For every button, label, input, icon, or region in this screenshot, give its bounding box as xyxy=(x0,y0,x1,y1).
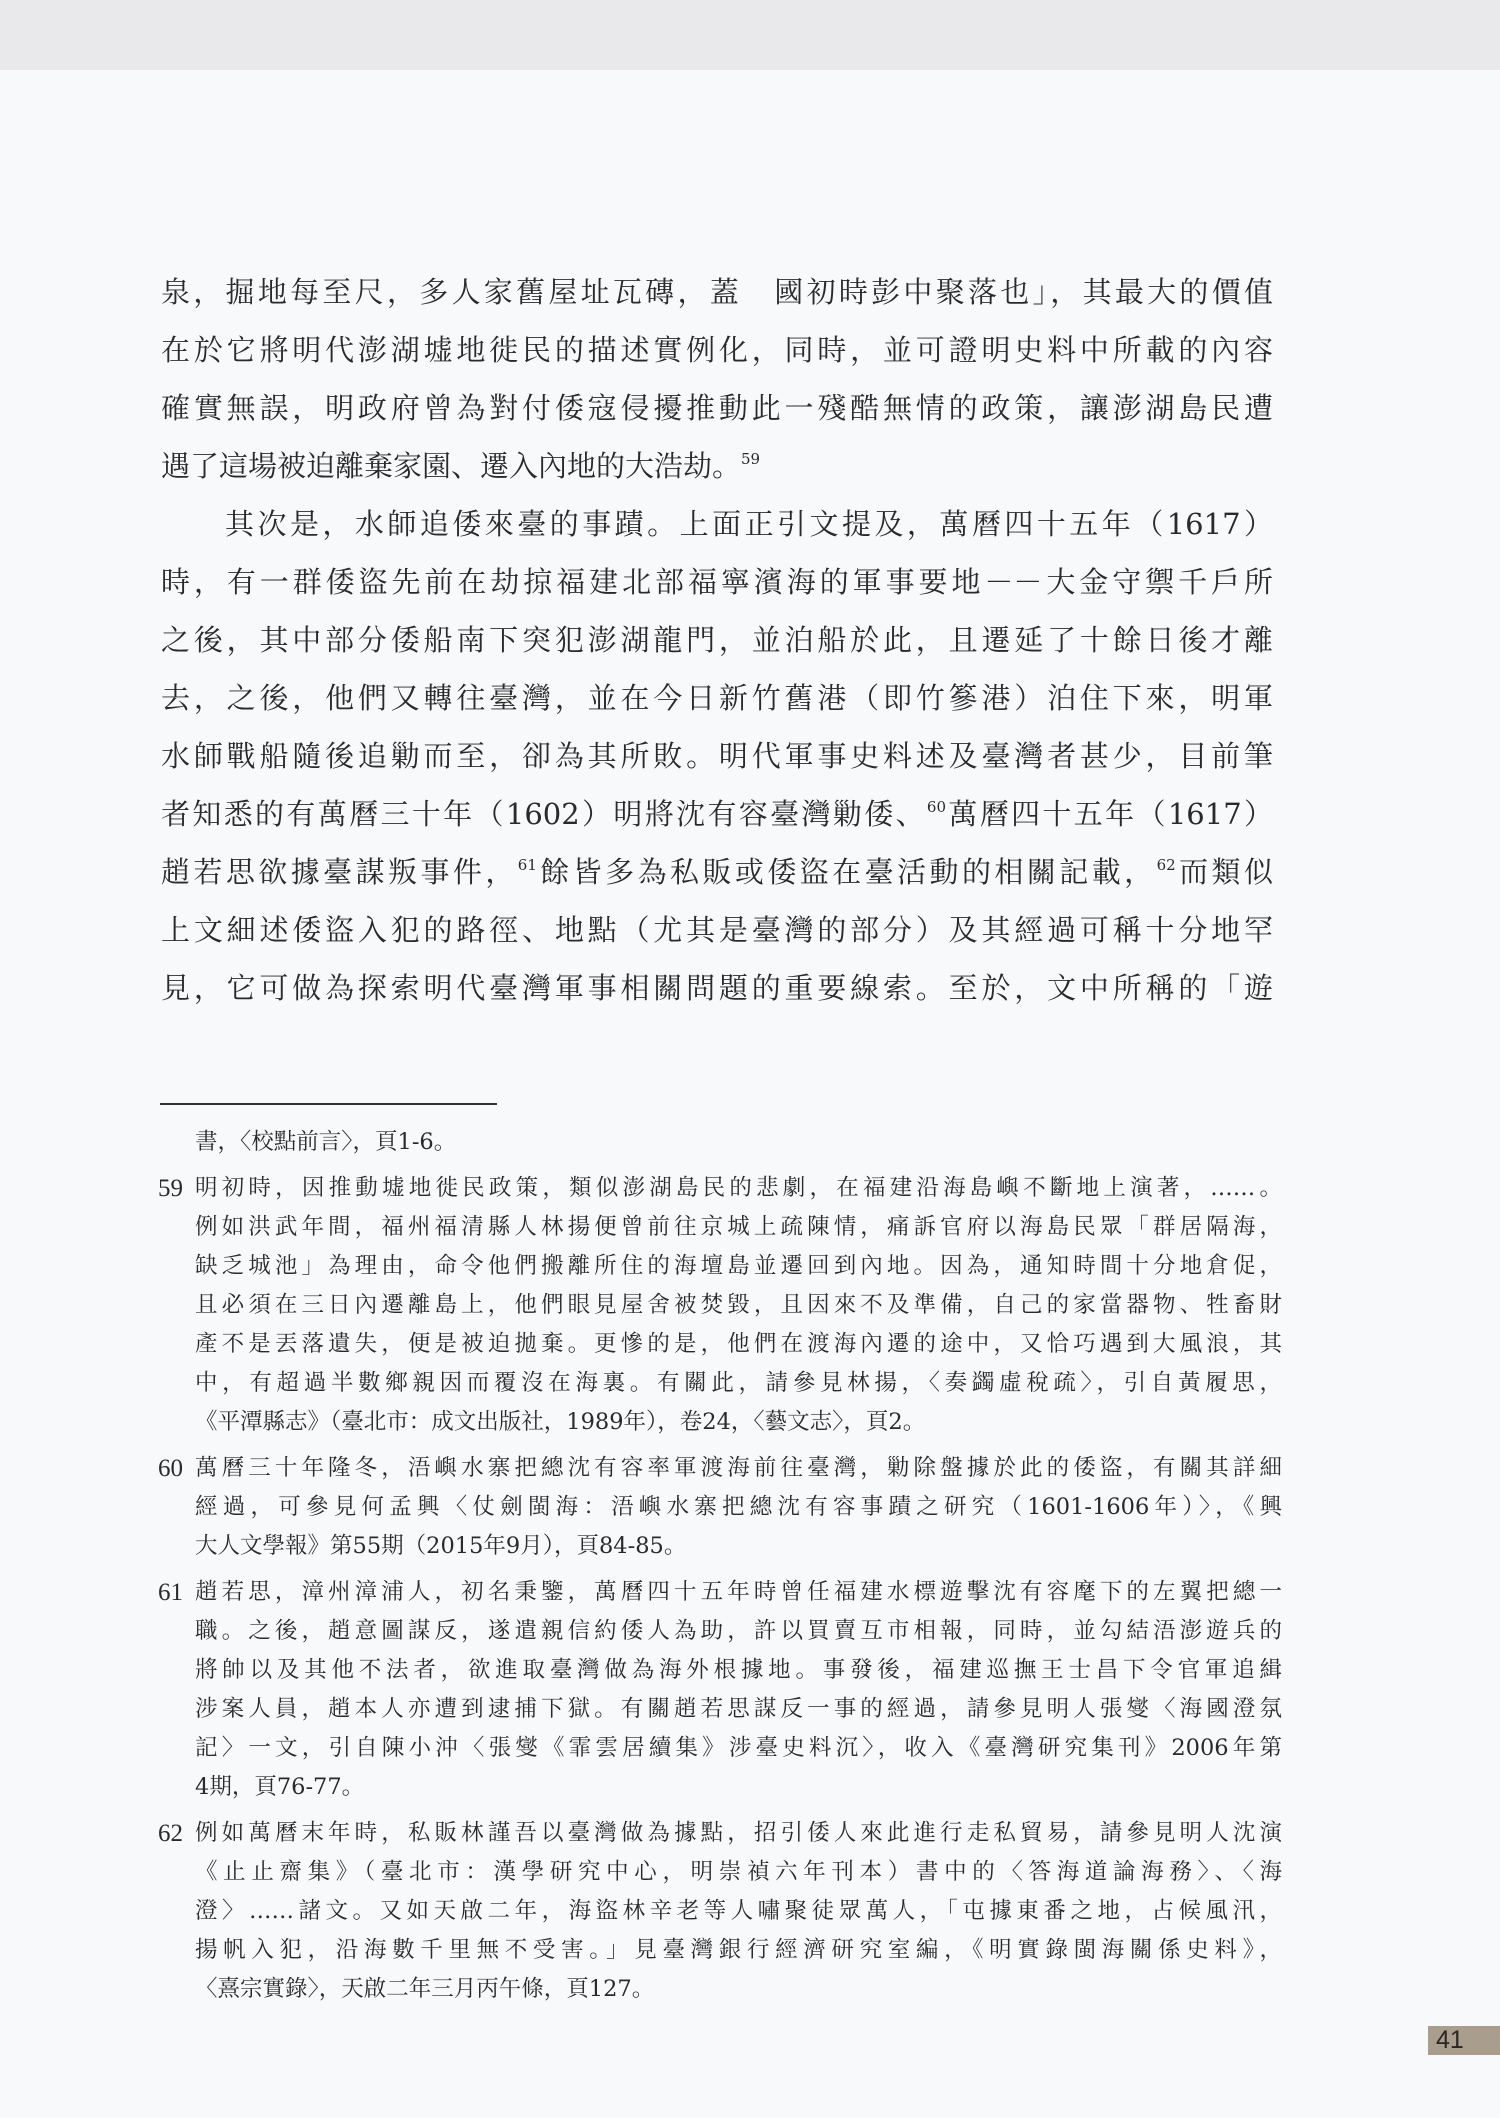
text-line xyxy=(161,959,1273,1017)
footnote-line: 經過，可參見何孟興〈仗劍閩海：浯嶼水寨把總沈有容事蹟之研究（1601-1606年）〉，《興 xyxy=(195,1494,1282,1520)
main-body-text xyxy=(161,263,1273,1017)
footnote-line: 萬曆三十年隆冬，浯嶼水寨把總沈有容率軍渡海前往臺灣，勦除盤據於此的倭盜，有關其詳細 xyxy=(195,1455,1282,1481)
footnote-line: 4期，頁76-77。 xyxy=(195,1774,365,1800)
footnote-line: 產不是丟落遺失，便是被迫拋棄。更慘的是，他們在渡海內遷的途中，又恰巧遇到大風浪，其 xyxy=(195,1331,1282,1357)
footnote-line: 例如萬曆末年時，私販林謹吾以臺灣做為據點，招引倭人來此進行走私貿易，請參見明人沈演 xyxy=(195,1820,1282,1846)
text-line xyxy=(161,437,1273,495)
text-segment: 泉，掘地每至尺，多人家舊屋址瓦磚，蓋 國初時彭中聚落也」，其最大的價值 xyxy=(161,275,1273,309)
text-segment: 水師戰船隨後追勦而至，卻為其所敗。明代軍事史料述及臺灣者甚少，目前筆 xyxy=(161,739,1273,773)
text-line xyxy=(161,495,1273,553)
text-segment: 確實無誤，明政府曾為對付倭寇侵擾推動此一殘酷無情的政策，讓澎湖島民遭 xyxy=(161,391,1273,425)
text-segment: 之後，其中部分倭船南下突犯澎湖龍門，並泊船於此，且遷延了十餘日後才離 xyxy=(161,623,1273,657)
footnote-line: 將帥以及其他不法者，欲進取臺灣做為海外根據地。事發後，福建巡撫王士昌下令官軍追緝 xyxy=(195,1657,1282,1683)
text-segment: 而類似 xyxy=(1175,855,1273,889)
footnote-line: 〈熹宗實錄〉，天啟二年三月丙午條，頁127。 xyxy=(195,1976,655,2002)
text-segment: 見，它可做為探索明代臺灣軍事相關問題的重要線索。至於，文中所稱的「遊 xyxy=(161,971,1273,1005)
footnote-line: 《止止齋集》（臺北市：漢學研究中心，明崇禎六年刊本）書中的〈答海道論海務〉、〈海 xyxy=(195,1859,1282,1885)
footnote-line: 缺乏城池」為理由，命令他們搬離所住的海壇島並遷回到內地。因為，通知時間十分地倉促， xyxy=(195,1253,1282,1279)
footnote-line: 書，〈校點前言〉，頁1-6。 xyxy=(195,1129,457,1155)
footnote-reference: 59 xyxy=(741,450,761,468)
footnote-line: 職。之後，趙意圖謀反，遂遣親信約倭人為助，許以買賣互市相報，同時，並勾結浯澎遊兵的 xyxy=(195,1618,1282,1644)
text-segment: 餘皆多為私販或倭盜在臺活動的相關記載， xyxy=(536,855,1157,889)
text-segment: 遇了這場被迫離棄家園、遷入內地的大浩劫。 xyxy=(161,449,742,483)
footnote-number: 62 xyxy=(158,1820,183,1847)
text-segment: 時，有一群倭盜先前在劫掠福建北部福寧濱海的軍事要地－－大金守禦千戶所 xyxy=(161,565,1273,599)
footnote xyxy=(158,1449,1282,1566)
footnote-reference: 62 xyxy=(1156,856,1176,874)
footnote-line: 大人文學報》第55期（2015年9月），頁84-85。 xyxy=(195,1533,687,1559)
footnote-number: 61 xyxy=(158,1579,183,1606)
text-line xyxy=(161,901,1273,959)
text-segment: 趙若思欲據臺謀叛事件， xyxy=(161,855,518,889)
footnote-line: 趙若思，漳州漳浦人，初名秉鑒，萬曆四十五年時曾任福建水標遊擊沈有容麾下的左翼把總一 xyxy=(195,1579,1282,1605)
footnote-line: 例如洪武年間，福州福清縣人林揚便曾前往京城上疏陳情，痛訴官府以海島民眾「群居隔海， xyxy=(195,1214,1282,1240)
text-segment: 去，之後，他們又轉往臺灣，並在今日新竹舊港（即竹篸港）泊住下來，明軍 xyxy=(161,681,1273,715)
footnote xyxy=(158,1814,1282,2009)
text-line xyxy=(161,263,1273,321)
paragraph xyxy=(161,263,1273,495)
footnote-line: 中，有超過半數鄉親因而覆沒在海裏。有關此，請參見林揚，〈奏蠲虛稅疏〉，引自黃履思， xyxy=(195,1370,1282,1396)
footnote-divider xyxy=(160,1103,497,1105)
text-line xyxy=(161,727,1273,785)
footnote-line: 記〉一文，引自陳小沖〈張燮《霏雲居續集》涉臺史料沉〉，收入《臺灣研究集刊》2006年第 xyxy=(195,1735,1282,1761)
footnote-line: 揚帆入犯，沿海數千里無不受害。」見臺灣銀行經濟研究室編，《明實錄閩海關係史料》， xyxy=(195,1937,1282,1963)
text-segment: 者知悉的有萬曆三十年（1602）明將沈有容臺灣勦倭、 xyxy=(161,797,927,831)
footnote-line: 《平潭縣志》（臺北市：成文出版社，1989年），卷24，〈藝文志〉，頁2。 xyxy=(195,1409,926,1435)
footnote-number: 59 xyxy=(158,1175,183,1202)
text-line xyxy=(161,843,1273,901)
footnote-line: 涉案人員，趙本人亦遭到逮捕下獄。有關趙若思謀反一事的經過，請參見明人張燮〈海國澄氛 xyxy=(195,1696,1282,1722)
page-number: 41 xyxy=(1428,2026,1500,2055)
footnote-number: 60 xyxy=(158,1455,183,1482)
text-line xyxy=(161,321,1273,379)
text-segment: 萬曆四十五年（1617） xyxy=(946,797,1273,831)
text-line xyxy=(161,553,1273,611)
text-segment: 其次是，水師追倭來臺的事蹟。上面正引文提及，萬曆四十五年（1617） xyxy=(225,507,1273,541)
paragraph xyxy=(161,495,1273,1017)
text-line xyxy=(161,785,1273,843)
scan-top-band xyxy=(0,0,1500,70)
footnote-reference: 60 xyxy=(926,798,947,816)
text-segment: 上文細述倭盜入犯的路徑、地點（尤其是臺灣的部分）及其經過可稱十分地罕 xyxy=(161,913,1273,947)
footnote xyxy=(158,1573,1282,1807)
footnote xyxy=(158,1169,1282,1442)
footnote-line: 澄〉……諸文。又如天啟二年，海盜林辛老等人嘯聚徒眾萬人，「屯據東番之地，占候風汛， xyxy=(195,1898,1282,1924)
footnotes xyxy=(158,1123,1282,2016)
footnote xyxy=(158,1123,1282,1162)
footnote-reference: 61 xyxy=(517,856,537,874)
text-line xyxy=(161,669,1273,727)
footnote-line: 明初時，因推動墟地徙民政策，類似澎湖島民的悲劇，在福建沿海島嶼不斷地上演著，……。 xyxy=(195,1175,1282,1201)
footnote-line: 且必須在三日內遷離島上，他們眼見屋舍被焚毀，且因來不及準備，自己的家當器物、牲畜財 xyxy=(195,1292,1282,1318)
text-line xyxy=(161,611,1273,669)
text-line xyxy=(161,379,1273,437)
text-segment: 在於它將明代澎湖墟地徙民的描述實例化，同時，並可證明史料中所載的內容 xyxy=(161,333,1273,367)
